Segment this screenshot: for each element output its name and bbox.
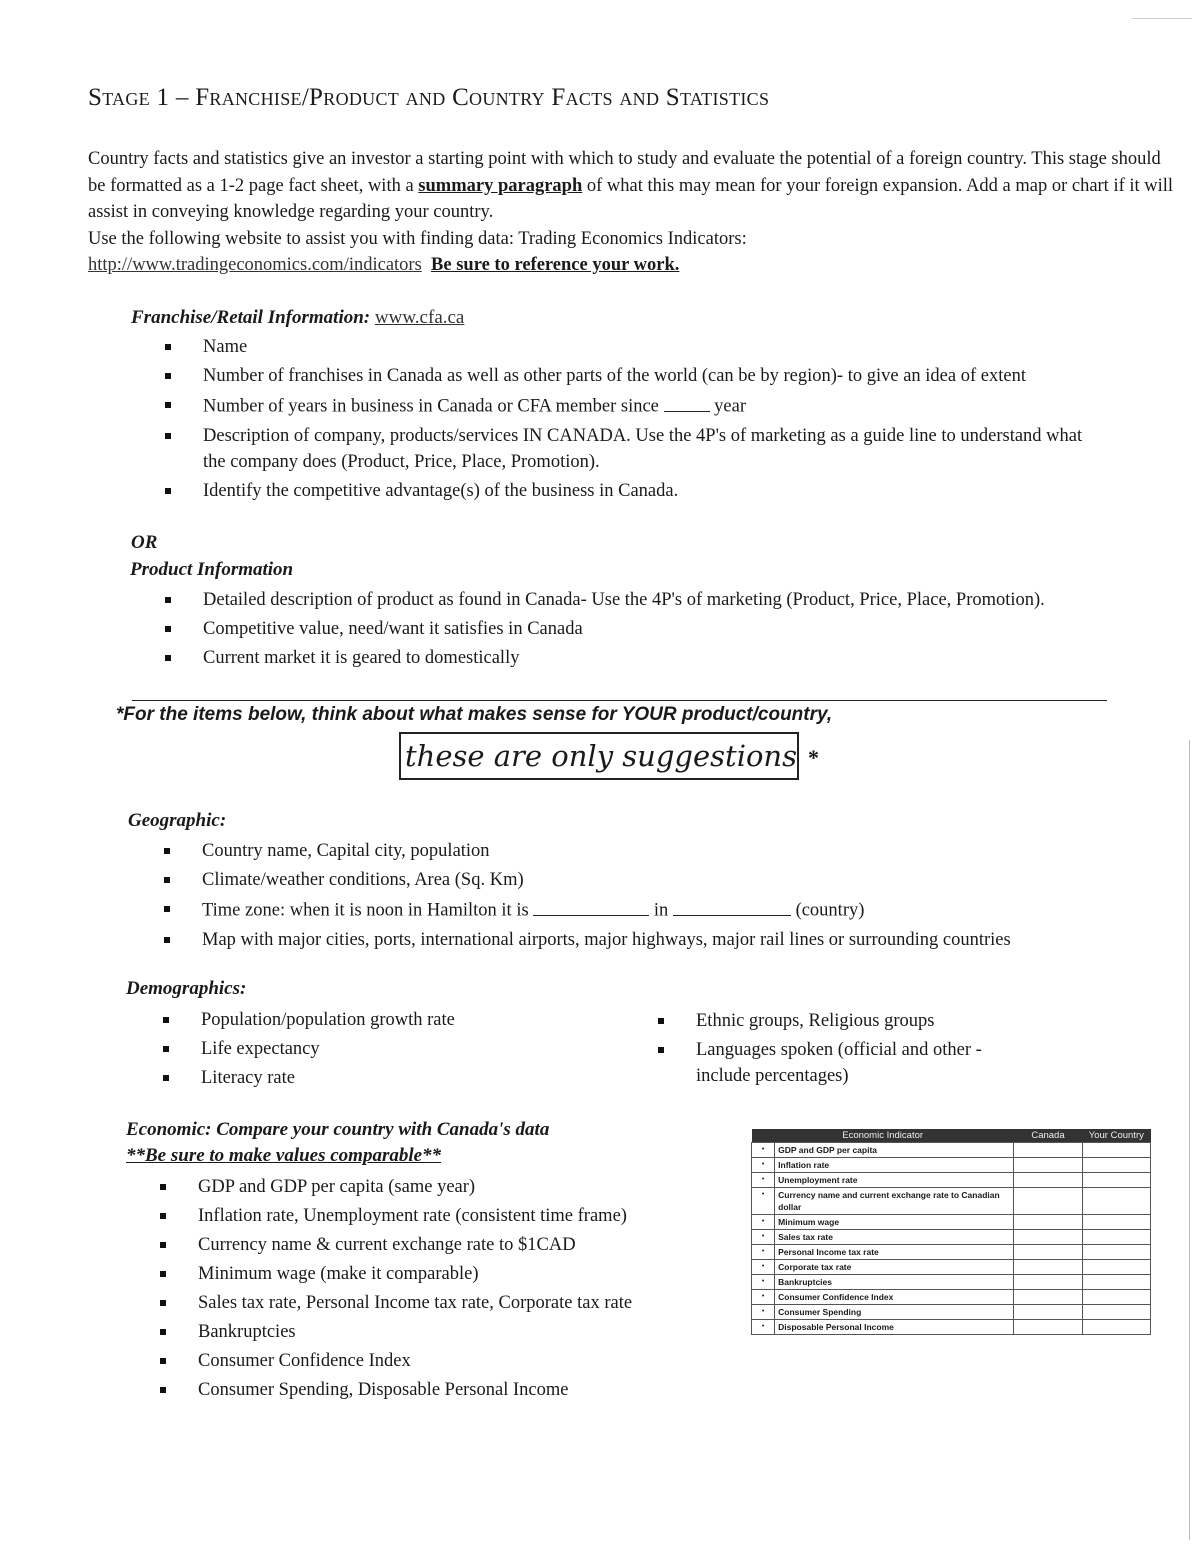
row-label: Inflation rate (775, 1158, 1014, 1173)
row-bullet: • (752, 1173, 775, 1188)
table-row (752, 1320, 1151, 1335)
table-header-row (752, 1129, 1151, 1143)
demographics-right-list (656, 1008, 1036, 1092)
source-link-line (88, 252, 1178, 279)
table-row (752, 1305, 1151, 1320)
geographic-heading: Geographic: (128, 810, 227, 831)
your-country-cell[interactable] (1082, 1290, 1150, 1305)
your-country-cell[interactable] (1082, 1188, 1150, 1215)
your-country-cell[interactable] (1082, 1320, 1150, 1335)
list-item: Competitive value, need/want it satisfies in Canada (163, 616, 1103, 642)
canada-cell[interactable] (1014, 1173, 1082, 1188)
time-blank (533, 896, 649, 916)
your-country-cell[interactable] (1082, 1173, 1150, 1188)
list-item: Detailed description of product as found in Canada- Use the 4P's of marketing (Product, Price, Place, Promotion). (163, 587, 1103, 613)
year-blank (664, 392, 710, 412)
row-bullet: • (752, 1188, 775, 1215)
timezone-text: Time zone: when it is noon in Hamilton it is (202, 900, 529, 921)
reference-note: Be sure to reference your work. (431, 255, 680, 275)
row-bullet: • (752, 1245, 775, 1260)
row-bullet: • (752, 1158, 775, 1173)
your-country-cell[interactable] (1082, 1260, 1150, 1275)
table-row (752, 1173, 1151, 1188)
suggestion-note: *For the items below, think about what makes sense for YOUR product/country, (116, 704, 833, 725)
row-label: Unemployment rate (775, 1173, 1014, 1188)
list-item: Currency name & current exchange rate to $1CAD (158, 1232, 738, 1258)
list-item: Literacy rate (161, 1065, 621, 1091)
geographic-list (162, 838, 1162, 956)
list-item: Number of franchises in Canada as well as other parts of the world (can be by region)- to give an idea of extent (163, 363, 1103, 389)
canada-cell[interactable] (1014, 1305, 1082, 1320)
your-country-cell[interactable] (1082, 1245, 1150, 1260)
row-label: Consumer Spending (775, 1305, 1014, 1320)
your-country-cell[interactable] (1082, 1158, 1150, 1173)
header-canada: Canada (1014, 1129, 1082, 1143)
row-label: Currency name and current exchange rate to Canadian dollar (775, 1188, 1014, 1215)
table-row (752, 1290, 1151, 1305)
your-country-cell[interactable] (1082, 1143, 1150, 1158)
list-item: Bankruptcies (158, 1319, 738, 1345)
list-item (162, 896, 1162, 924)
canada-cell[interactable] (1014, 1143, 1082, 1158)
or-label: OR (131, 532, 158, 553)
list-item: Description of company, products/services IN CANADA. Use the 4P's of marketing as a guide line to understand what the company does (Product, Price, Place, Promotion). (163, 423, 1103, 475)
economic-subheading: **Be sure to make values comparable** (126, 1145, 442, 1166)
source-line: Use the following website to assist you with finding data: Trading Economics Indicators: (88, 228, 747, 249)
list-item: Identify the competitive advantage(s) of the business in Canada. (163, 478, 1103, 504)
row-bullet: • (752, 1215, 775, 1230)
table-row (752, 1143, 1151, 1158)
intro-paragraph (88, 146, 1178, 226)
your-country-cell[interactable] (1082, 1230, 1150, 1245)
row-label: Minimum wage (775, 1215, 1014, 1230)
timezone-in: in (653, 900, 669, 921)
list-item: Inflation rate, Unemployment rate (consistent time frame) (158, 1203, 738, 1229)
asterisk: * (808, 745, 819, 770)
header-your-country: Your Country (1082, 1129, 1150, 1143)
trading-economics-link[interactable]: http://www.tradingeconomics.com/indicators (88, 255, 422, 275)
timezone-country: (country) (795, 900, 865, 921)
page-title: Stage 1 – Franchise/Product and Country Facts and Statistics (88, 84, 770, 111)
your-country-cell[interactable] (1082, 1305, 1150, 1320)
franchise-heading-text: Franchise/Retail Information: (131, 307, 371, 328)
row-bullet: • (752, 1305, 775, 1320)
canada-cell[interactable] (1014, 1275, 1082, 1290)
intro-text: Country facts and statistics give an investor a starting point with which to study and evaluate the potential of a foreign country. This stage should be formatted as a 1-2 page fact sheet, with a (88, 149, 1161, 196)
row-bullet: • (752, 1320, 775, 1335)
table-row (752, 1260, 1151, 1275)
economic-heading: Economic: Compare your country with Canada's data (126, 1119, 550, 1140)
canada-cell[interactable] (1014, 1320, 1082, 1335)
franchise-list (163, 334, 1103, 507)
list-item: Climate/weather conditions, Area (Sq. Km) (162, 867, 1162, 893)
suggestions-box: these are only suggestions (399, 732, 799, 780)
summary-paragraph-emphasis: summary paragraph (418, 175, 583, 196)
list-item (163, 392, 1103, 420)
table-row (752, 1245, 1151, 1260)
row-label: Bankruptcies (775, 1275, 1014, 1290)
row-bullet: • (752, 1230, 775, 1245)
cfa-link[interactable]: www.cfa.ca (374, 307, 465, 328)
table-row (752, 1230, 1151, 1245)
canada-cell[interactable] (1014, 1215, 1082, 1230)
canada-cell[interactable] (1014, 1188, 1082, 1215)
row-label: GDP and GDP per capita (775, 1143, 1014, 1158)
row-label: Sales tax rate (775, 1230, 1014, 1245)
list-item: GDP and GDP per capita (same year) (158, 1174, 738, 1200)
canada-cell[interactable] (1014, 1158, 1082, 1173)
list-item: Consumer Confidence Index (158, 1348, 738, 1374)
list-item: Minimum wage (make it comparable) (158, 1261, 738, 1287)
franchise-heading (131, 307, 464, 329)
row-label: Consumer Confidence Index (775, 1290, 1014, 1305)
canada-cell[interactable] (1014, 1230, 1082, 1245)
list-item: Consumer Spending, Disposable Personal Income (158, 1377, 738, 1403)
header-indicator: Economic Indicator (752, 1129, 1014, 1143)
years-text: Number of years in business in Canada or CFA member since (203, 396, 659, 417)
list-item: Ethnic groups, Religious groups (656, 1008, 1036, 1034)
canada-cell[interactable] (1014, 1245, 1082, 1260)
list-item: Current market it is geared to domestically (163, 645, 1103, 671)
table-row (752, 1275, 1151, 1290)
intro-block (88, 146, 1178, 279)
product-heading: Product Information (130, 559, 294, 580)
economic-list (158, 1174, 738, 1406)
canada-cell[interactable] (1014, 1290, 1082, 1305)
row-label: Corporate tax rate (775, 1260, 1014, 1275)
list-item: Life expectancy (161, 1036, 621, 1062)
row-bullet: • (752, 1290, 775, 1305)
table-row (752, 1188, 1151, 1215)
intro-text-end: of what this may mean for your foreign expansion. Add a map or chart if it will assist in conveying knowledge regarding your country. (88, 175, 1174, 222)
list-item: Population/population growth rate (161, 1007, 621, 1033)
year-word: year (714, 396, 746, 417)
demographics-left-list (161, 1007, 621, 1094)
scan-mark (1132, 18, 1192, 19)
table-row (752, 1158, 1151, 1173)
your-country-cell[interactable] (1082, 1275, 1150, 1290)
row-label: Disposable Personal Income (775, 1320, 1014, 1335)
list-item: Sales tax rate, Personal Income tax rate, Corporate tax rate (158, 1290, 738, 1316)
product-list (163, 587, 1103, 674)
row-bullet: • (752, 1260, 775, 1275)
economic-indicator-table (751, 1129, 1151, 1335)
list-item: Languages spoken (official and other - include percentages) (656, 1037, 1036, 1089)
row-label: Personal Income tax rate (775, 1245, 1014, 1260)
list-item: Name (163, 334, 1103, 360)
row-bullet: • (752, 1143, 775, 1158)
scan-edge-line (1189, 740, 1190, 1540)
table-row (752, 1215, 1151, 1230)
row-bullet: • (752, 1275, 775, 1290)
divider-line (132, 700, 1107, 701)
demographics-heading: Demographics: (126, 978, 247, 999)
country-blank (673, 896, 791, 916)
list-item: Country name, Capital city, population (162, 838, 1162, 864)
list-item: Map with major cities, ports, international airports, major highways, major rail lines or surrounding countries (162, 927, 1162, 953)
your-country-cell[interactable] (1082, 1215, 1150, 1230)
canada-cell[interactable] (1014, 1260, 1082, 1275)
